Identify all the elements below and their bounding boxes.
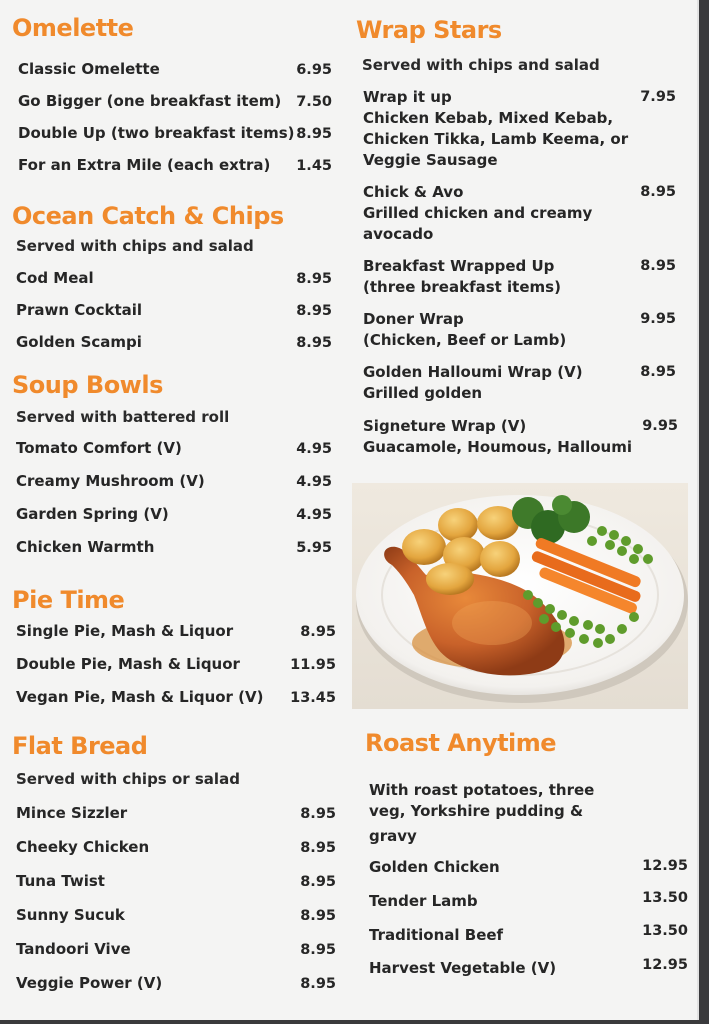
menu-item-name: Creamy Mushroom (V) [16,472,205,490]
menu-item-price: 4.95 [296,474,332,490]
menu-item-name: Double Up (two breakfast items) [18,124,295,142]
menu-item-price: 4.95 [296,507,332,523]
menu-item-name: Tender Lamb [369,892,478,910]
menu-item-name: Mince Sizzler [16,804,128,822]
menu-item-name: Cheeky Chicken [16,838,150,856]
menu-item-name: Vegan Pie, Mash & Liquor (V) [16,688,264,706]
menu-item-price: 7.50 [296,94,332,110]
menu-item-price: 9.95 [642,418,678,434]
menu-item-name: Doner Wrap [363,310,464,328]
section-subtitle: veg, Yorkshire pudding & [369,802,584,820]
menu-item-price: 8.95 [296,126,332,142]
menu-item-name: Tandoori Vive [16,940,131,958]
menu-item-price: 8.95 [300,908,336,924]
menu-item-price: 8.95 [300,806,336,822]
section-subtitle: Served with chips or salad [16,770,240,788]
menu-item-description: Guacamole, Houmous, Halloumi [363,438,633,456]
menu-item-name: Tuna Twist [16,872,105,890]
menu-item-name: Sunny Sucuk [16,906,125,924]
menu-item-description: Chicken Kebab, Mixed Kebab, [363,109,614,127]
menu-item-price: 7.95 [640,89,676,105]
menu-item-description: (Chicken, Beef or Lamb) [363,331,567,349]
roast-potato [426,563,474,595]
menu-item-name: Double Pie, Mash & Liquor [16,655,240,673]
menu-item-name: Veggie Power (V) [16,974,163,992]
menu-item-price: 12.95 [642,858,688,874]
menu-item-description: Veggie Sausage [363,151,498,169]
menu-item-price: 8.95 [640,364,676,380]
menu-item-name: Wrap it up [363,88,452,106]
menu-item-price: 8.95 [296,271,332,287]
menu-item-name: Chicken Warmth [16,538,155,556]
section-title-soup-bowls: Soup Bowls [12,371,163,399]
roast-chicken-plate-illustration [352,483,688,709]
roast-potato [438,508,478,542]
menu-item-name: Single Pie, Mash & Liquor [16,622,234,640]
menu-item-name: Cod Meal [16,269,94,287]
menu-item-name: Golden Scampi [16,333,142,351]
section-title-omelette: Omelette [12,14,134,42]
roast-potato [480,541,520,577]
menu-item-price: 8.95 [300,624,336,640]
menu-item-price: 8.95 [300,976,336,992]
menu-item-name: Breakfast Wrapped Up [363,257,555,275]
menu-item-price: 9.95 [640,311,676,327]
menu-item-price: 8.95 [296,303,332,319]
menu-item-price: 13.45 [290,690,336,706]
menu-item-description: avocado [363,225,434,243]
menu-item-price: 4.95 [296,441,332,457]
menu-item-price: 8.95 [300,840,336,856]
menu-item-name: For an Extra Mile (each extra) [18,156,271,174]
menu-item-name: Garden Spring (V) [16,505,169,523]
menu-item-price: 11.95 [290,657,336,673]
menu-item-price: 6.95 [296,62,332,78]
menu-item-price: 13.50 [642,923,688,939]
menu-item-name: Prawn Cocktail [16,301,143,319]
menu-item-name: Signeture Wrap (V) [363,417,527,435]
menu-item-name: Harvest Vegetable (V) [369,959,557,977]
menu-item-name: Golden Chicken [369,858,500,876]
menu-item-description: Chicken Tikka, Lamb Keema, or [363,130,629,148]
section-subtitle: Served with chips and salad [16,237,254,255]
chicken-highlight [452,601,532,645]
section-subtitle: With roast potatoes, three [369,781,595,799]
menu-item-name: Tomato Comfort (V) [16,439,182,457]
menu-item-name: Classic Omelette [18,60,160,78]
section-title-roast-anytime: Roast Anytime [365,729,557,757]
menu-item-price: 1.45 [296,158,332,174]
menu-item-price: 8.95 [640,258,676,274]
menu-item-description: (three breakfast items) [363,278,561,296]
section-title-wrap-stars: Wrap Stars [356,16,502,44]
broccoli [552,495,572,515]
menu-item-name: Golden Halloumi Wrap (V) [363,363,583,381]
roast-dinner-photo [352,483,688,709]
menu-item-name: Go Bigger (one breakfast item) [18,92,282,110]
menu-item-price: 13.50 [642,890,688,906]
section-subtitle: Served with chips and salad [362,56,600,74]
section-title-flat-bread: Flat Bread [12,732,148,760]
section-title-pie-time: Pie Time [12,586,125,614]
menu-item-price: 8.95 [296,335,332,351]
menu-item-price: 8.95 [640,184,676,200]
menu-item-price: 12.95 [642,957,688,973]
menu-item-name: Chick & Avo [363,183,464,201]
menu-item-description: Grilled chicken and creamy [363,204,593,222]
menu-item-price: 5.95 [296,540,332,556]
menu-item-price: 8.95 [300,874,336,890]
menu-item-description: Grilled golden [363,384,483,402]
section-subtitle: Served with battered roll [16,408,230,426]
menu-item-name: Traditional Beef [369,926,504,944]
roast-potato [402,529,446,565]
section-subtitle: gravy [369,827,417,845]
section-title-ocean-catch: Ocean Catch & Chips [12,202,284,230]
menu-item-price: 8.95 [300,942,336,958]
